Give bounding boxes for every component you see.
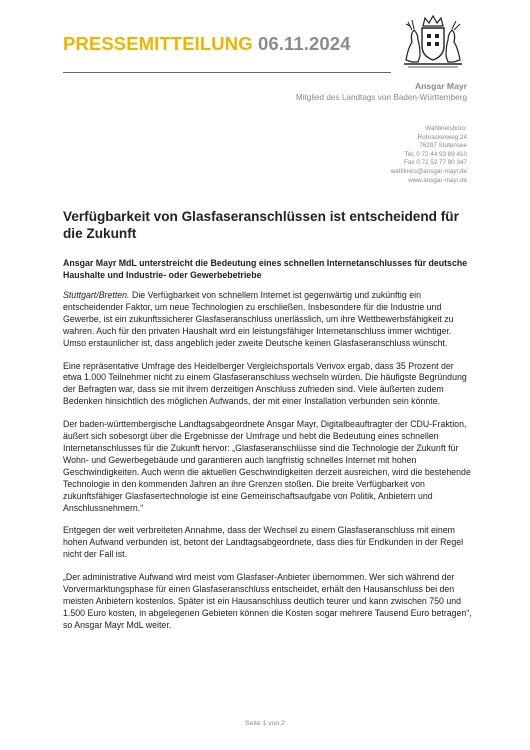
author-block (296, 81, 467, 102)
article-dateline: Stuttgart/Bretten. (63, 290, 130, 300)
title-label: PRESSEMITTEILUNG (63, 33, 253, 54)
article-paragraph (63, 290, 473, 350)
article-paragraph: „Der administrative Aufwand wird meist vom Glasfaser-Anbieter übernommen. Wer sich während der Vorvermarktungsphase für einen Glasfaseranschluss entscheidet, erhält den Hausanschluss bei den meisten Anbietern kostenlos. Später ist ein Hausanschluss deutlich teurer und kann zwischen 750 und 1.500 Euro kosten, in abgelegenen Gebieten können die Kosten sogar mehrere Tausend Euro betragen“, so Ansgar Mayr MdL weiter. (63, 572, 472, 630)
article-paragraph: Der baden-württembergische Landtagsabgeordnete Ansgar Mayr, Digitalbeauftragter der CDU-Fraktion, äußert sich sobesorgt über die Ergebnisse der Umfrage und hebt die Bedeutung eines schnellen Internetanschlusses für die Zukunft hervor: „Glasfaseranschlüsse sind die Technologie der Zukunft für Wohn- und Gewerbegebäude und garantieren auch langfristig schnelles Internet mit hohen Geschwindigkeiten. Auch wenn die aktuellen Geschwindigkeiten derzeit ausreichen, wird die bestehende Technologie in den kommenden Jahren an ihre Grenzen stoßen. Die breite Verfügbarkeit von zukunftsfähiger Glasfasertechnologie ist eine Gemeinschaftsaufgabe von Politik, Anbietern und Anschlussnehmern.“ (63, 419, 471, 513)
contact-fax: Fax 0 72 52 77 90 347 (403, 159, 467, 167)
author-role: Mitglied des Landtags von Baden-Württemberg (295, 93, 467, 102)
contact-block (391, 125, 467, 185)
contact-website[interactable]: www.ansgar-mayr.de (408, 176, 467, 184)
release-date: 06.11.2024 (257, 33, 351, 54)
paragraph-text: Die Verfügbarkeit von schnellem Internet ist gegenwärtig und zukünftig ein entscheidender Faktor, um neue Technologien zu erschließen. Insbesondere für die Industrie und Gewerbe, ist ein zukunftssicherer Glasfaseranschluss unerlässlich, um ihre Wettbewerbsfähigkeit zu wahren. Auch für den privaten Haushalt wird ein leistungsfähiger Internetanschluss immer wichtiger. Umso erstaunlicher ist, dass angeblich jeder zweite Deutsche keinen Glasfaseranschluss wünscht. (63, 290, 454, 348)
contact-office-label: Wahlkreisbüro: (425, 125, 467, 132)
contact-phone: Tel. 0 72 44 93 89 410 (404, 150, 467, 158)
article-paragraph: Eine repräsentative Umfrage des Heidelberger Vergleichsportals Verivox ergab, dass 35 Prozent der etwa 1.000 Teilnehmer nicht zu einem Glasfaseranschluss wechseln würden. Die häufigste Begründung der Befragten war, dass sie mit ihrem derzeitigen Anschluss zufrieden sind. Viele äußerten zudem Bedenken hinsichtlich des möglichen Aufwands, der mit einer Installation verbunden sein könnte. (63, 360, 467, 407)
page-number: Seite 1 von 2 (245, 720, 285, 727)
author-name: Ansgar Mayr (414, 81, 467, 91)
article-body (63, 208, 473, 632)
contact-street: Rohrackerweg 24 (417, 133, 467, 141)
contact-city: 76297 Stutensee (419, 142, 467, 150)
article-subtitle: Ansgar Mayr MdL unterstreicht die Bedeutung eines schnellen Internetanschlusses für deutsche Haushalte und Industrie- oder Gewerbebetriebe (63, 258, 468, 280)
header-divider (63, 72, 391, 73)
article-paragraph: Entgegen der weit verbreiteten Annahme, dass der Wechsel zu einem Glasfaseranschluss mit einem hohen Aufwand verbunden ist, betont der Landtagsabgeordnete, dass dies für Endkunden in der Regel nicht der Fall ist. (63, 525, 464, 560)
coat-of-arms-icon (398, 12, 468, 74)
contact-email[interactable]: wahlkreis@ansgar-mayr.de (390, 167, 467, 175)
article-title: Verfügbarkeit von Glasfaseranschlüssen ist entscheidend für die Zukunft (63, 209, 459, 241)
page-title (63, 33, 351, 55)
